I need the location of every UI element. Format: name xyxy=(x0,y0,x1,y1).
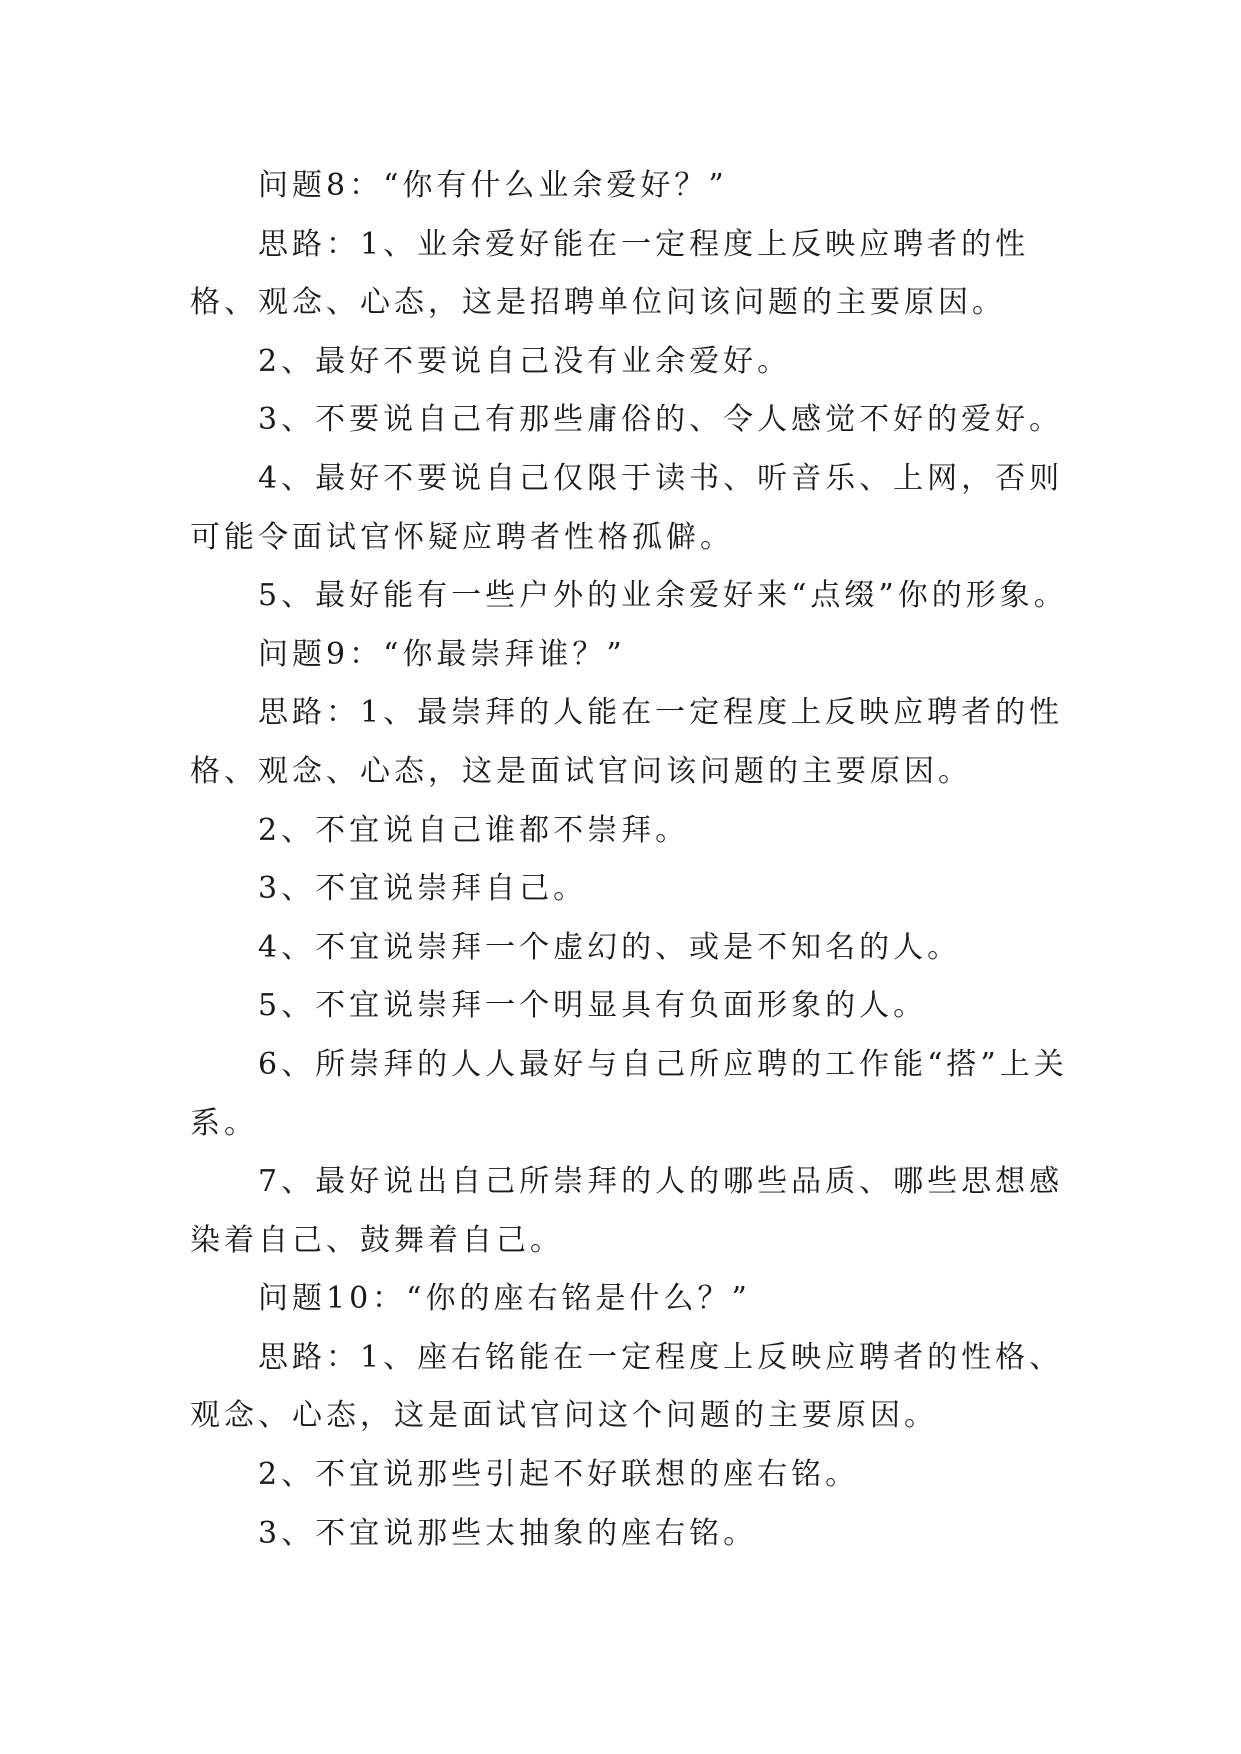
question-8-point-1: 思路：1、业余爱好能在一定程度上反映应聘者的性格、观念、心态，这是招聘单位问该问题的主要原因。 xyxy=(190,226,1030,321)
question-10-point-1: 思路：1、座右铭能在一定程度上反映应聘者的性格、观念、心态，这是面试官问这个问题的主要原因。 xyxy=(190,1339,1064,1434)
question-9-point-7: 7、最好说出自己所崇拜的人的哪些品质、哪些思想感染着自己、鼓舞着自己。 xyxy=(190,1164,1064,1258)
question-8-point-2: 2、最好不要说自己没有业余爱好。 xyxy=(258,343,792,379)
document-body xyxy=(190,157,1080,1563)
question-9-point-2: 2、不宜说自己谁都不崇拜。 xyxy=(258,812,690,848)
question-10-point-2: 2、不宜说那些引起不好联想的座右铭。 xyxy=(258,1457,860,1493)
question-9-heading: 问题9：“你最崇拜谁？” xyxy=(258,636,626,672)
question-10-heading: 问题10：“你的座右铭是什么？” xyxy=(258,1281,751,1317)
question-10-point-3: 3、不宜说那些太抽象的座右铭。 xyxy=(258,1515,758,1551)
question-9-point-5: 5、不宜说崇拜一个明显具有负面形象的人。 xyxy=(258,988,928,1024)
question-8-point-5: 5、最好能有一些户外的业余爱好来“点缀”你的形象。 xyxy=(258,578,1068,614)
question-9-point-1: 思路：1、最崇拜的人能在一定程度上反映应聘者的性格、观念、心态，这是面试官问该问题的主要原因。 xyxy=(190,695,1064,789)
question-9-point-4: 4、不宜说崇拜一个虚幻的、或是不知名的人。 xyxy=(258,929,962,965)
question-9-point-6: 6、所崇拜的人人最好与自己所应聘的工作能“搭”上关系。 xyxy=(190,1046,1068,1141)
question-9-point-3: 3、不宜说崇拜自己。 xyxy=(258,871,588,907)
question-8-point-4: 4、最好不要说自己仅限于读书、听音乐、上网，否则可能令面试官怀疑应聘者性格孤僻。 xyxy=(190,460,1064,555)
question-8-heading: 问题8：“你有什么业余爱好？” xyxy=(258,168,728,203)
question-8-point-3: 3、不要说自己有那些庸俗的、令人感觉不好的爱好。 xyxy=(258,402,1064,438)
